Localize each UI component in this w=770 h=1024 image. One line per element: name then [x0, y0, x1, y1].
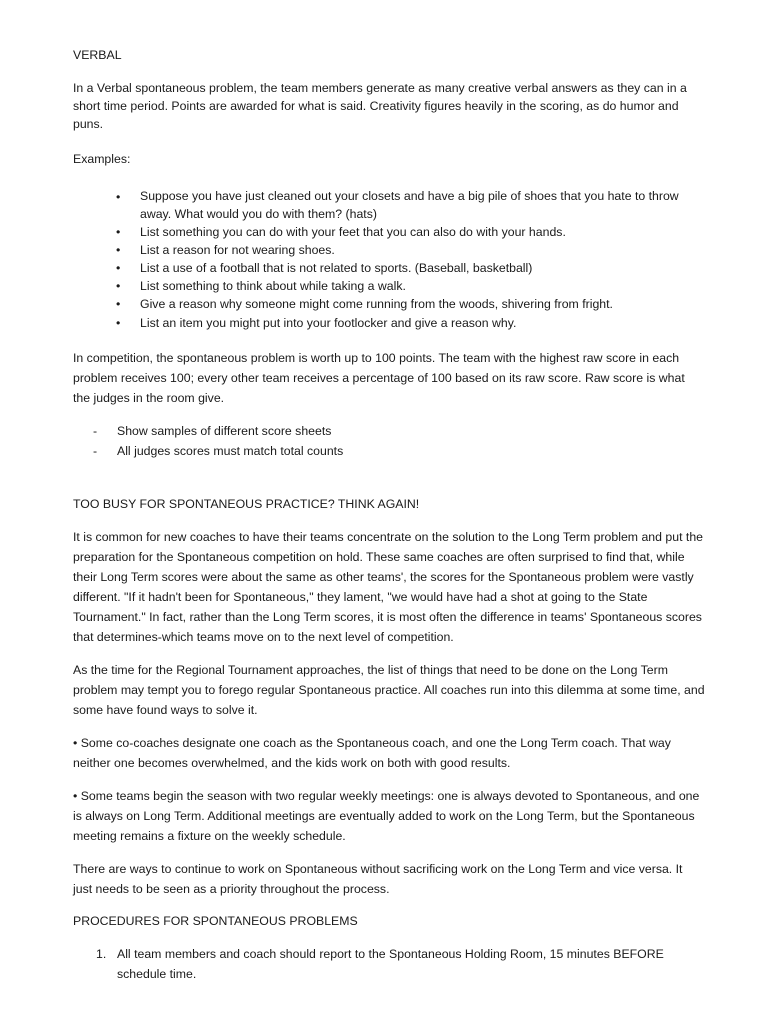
- note-item: All judges scores must match total counts: [117, 444, 344, 458]
- dash-marker: -: [93, 424, 98, 438]
- example-item: Suppose you have just cleaned out your closets and have a big pile of shoes that you hate to throw away. What would you do with them? (hats): [140, 189, 679, 221]
- example-item: List an item you might put into your footlocker and give a reason why.: [140, 316, 517, 330]
- verbal-heading: VERBAL: [73, 48, 122, 62]
- note-item: Show samples of different score sheets: [117, 424, 332, 438]
- bullet-icon: •: [116, 225, 121, 239]
- practice-paragraph-2: As the time for the Regional Tournament approaches, the list of things that need to be done on the Long Term problem may tempt you to forego regular Spontaneous practice. All coaches run into this dilemma at some time, and some have found ways to solve it.: [73, 663, 705, 717]
- practice-paragraph-4: • Some teams begin the season with two regular weekly meetings: one is always devoted to Spontaneous, and one is always on Long Term. Additional meetings are eventually added to work on the Long Term, but the Spontaneous meeting remains a fixture on the weekly schedule.: [73, 789, 700, 843]
- bullet-icon: •: [116, 279, 121, 293]
- competition-paragraph: In competition, the spontaneous problem is worth up to 100 points. The team with the highest raw score in each problem receives 100; every other team receives a percentage of 100 based on its raw score. Raw score is what the judges in the room give.: [73, 351, 685, 405]
- bullet-icon: •: [116, 261, 121, 275]
- procedures-heading: PROCEDURES FOR SPONTANEOUS PROBLEMS: [73, 914, 358, 928]
- practice-paragraph-3: • Some co-coaches designate one coach as the Spontaneous coach, and one the Long Term coach. That way neither one becomes overwhelmed, and the kids work on both with good results.: [73, 736, 671, 770]
- example-item: List a use of a football that is not related to sports. (Baseball, basketball): [140, 261, 533, 275]
- practice-heading: TOO BUSY FOR SPONTANEOUS PRACTICE? THINK AGAIN!: [73, 497, 420, 511]
- bullet-icon: •: [116, 316, 121, 330]
- practice-paragraph-1: It is common for new coaches to have their teams concentrate on the solution to the Long Term problem and put the preparation for the Spontaneous competition on hold. These same coaches are often surprised to find that, while their Long Term scores were about the same as other teams', the scores for the Spontaneous problem were vastly different. "If it hadn't been for Spontaneous," they lament, "we would have had a shot at going to the State Tournament." In fact, rather than the Long Term scores, it is most often the difference in teams' Spontaneous scores that determines-which teams move on to the next level of competition.: [73, 530, 704, 644]
- examples-label: Examples:: [73, 152, 131, 166]
- bullet-icon: •: [116, 243, 121, 257]
- example-item: List something to think about while taking a walk.: [140, 279, 406, 293]
- procedure-item: All team members and coach should report to the Spontaneous Holding Room, 15 minutes BEFORE schedule time.: [117, 947, 664, 981]
- bullet-icon: •: [116, 190, 121, 204]
- example-item: Give a reason why someone might come running from the woods, shivering from fright.: [140, 297, 613, 311]
- example-item: List something you can do with your feet that you can also do with your hands.: [140, 225, 566, 239]
- bullet-icon: •: [116, 297, 121, 311]
- procedure-number: 1.: [96, 947, 107, 961]
- example-item: List a reason for not wearing shoes.: [140, 243, 335, 257]
- verbal-intro-paragraph: In a Verbal spontaneous problem, the team members generate as many creative verbal answers as they can in a short time period. Points are awarded for what is said. Creativity figures heavily in the scoring, as do humor and puns.: [73, 81, 687, 131]
- practice-paragraph-5: There are ways to continue to work on Spontaneous without sacrificing work on the Long Term and vice versa. It just needs to be seen as a priority throughout the process.: [73, 862, 683, 896]
- dash-marker: -: [93, 444, 98, 458]
